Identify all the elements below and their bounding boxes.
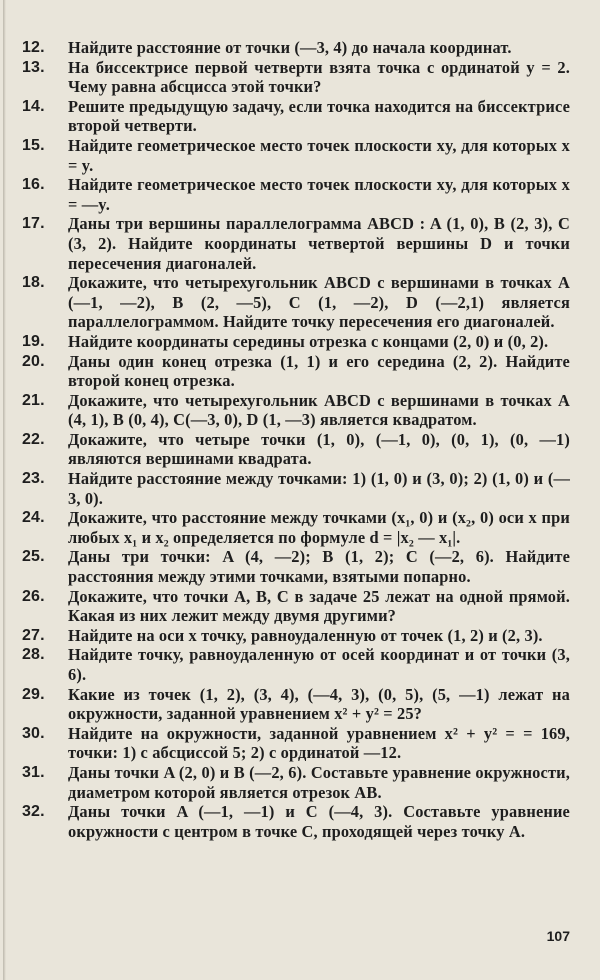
problem-text: Найдите расстояние между точками: 1) (1, 0) и (3, 0); 2) (1, 0) и (—3, 0). <box>68 469 570 508</box>
problem-number: 19. <box>22 332 45 350</box>
page-number: 107 <box>546 928 570 944</box>
problem-number: 21. <box>22 391 45 409</box>
problem-text: Даны точки A (2, 0) и B (—2, 6). Составьте уравнение окружности, диаметром которой является отрезок AB. <box>68 762 570 802</box>
problem-number: 24. <box>22 509 45 527</box>
problem-number: 20. <box>22 352 45 370</box>
problem-item <box>22 802 570 841</box>
problem-text: Докажите, что расстояние между точками (x₁, 0) и (x₂, 0) оси x при любых x₁ и x₂ определяется по формуле d = |x₂ — x₁|. <box>68 508 570 547</box>
problem-text: Даны точки A (—1, —1) и C (—4, 3). Составьте уравнение окружности с центром в точке C, проходящей через точку A. <box>68 802 570 841</box>
problem-item <box>22 273 570 332</box>
problem-text: Найдите координаты середины отрезка с концами (2, 0) и (0, 2). <box>68 331 549 351</box>
problem-text: Найдите на окружности, заданной уравнением x² + y² = = 169, точки: 1) с абсциссой 5; 2) с ординатой —12. <box>68 723 570 763</box>
problem-item <box>22 352 570 391</box>
problem-text: Докажите, что четыре точки (1, 0), (—1, 0), (0, 1), (0, —1) являются вершинами квадрата. <box>68 429 570 469</box>
problem-item <box>22 685 570 724</box>
problem-number: 13. <box>22 58 45 76</box>
problem-number: 22. <box>22 430 45 448</box>
problem-text: Докажите, что четырехугольник ABCD с вершинами в точках A (4, 1), B (0, 4), C(—3, 0), D (1, —3) является квадратом. <box>68 390 570 430</box>
problem-text: Найдите геометрическое место точек плоскости xy, для которых x = y. <box>68 135 570 175</box>
problem-item <box>22 58 570 97</box>
problem-item <box>22 38 570 58</box>
problem-text: Даны три вершины параллелограмма ABCD : A (1, 0), B (2, 3), C (3, 2). Найдите координаты четвертой вершины D и точки пересечения диагоналей. <box>68 214 570 273</box>
problem-text: Найдите расстояние от точки (—3, 4) до начала координат. <box>68 38 512 57</box>
problem-number: 12. <box>22 39 45 56</box>
problem-item <box>22 763 570 802</box>
problem-text: На биссектрисе первой четверти взята точка с ординатой y = 2. Чему равна абсцисса этой точки? <box>68 57 570 97</box>
problem-number: 27. <box>22 626 45 644</box>
problem-text: Докажите, что четырехугольник ABCD с вершинами в точках A (—1, —2), B (2, —5), C (1, —2), D (—2,1) является параллелограммом. Найдите точку пересечения его диагоналей. <box>68 273 570 332</box>
problem-number: 25. <box>22 548 45 566</box>
problem-number: 15. <box>22 136 45 154</box>
problem-number: 29. <box>22 685 45 703</box>
problem-item <box>22 587 570 626</box>
problem-text: Найдите на оси x точку, равноудаленную от точек (1, 2) и (2, 3). <box>68 625 543 645</box>
problem-item <box>22 391 570 430</box>
problem-text: Даны три точки: A (4, —2); B (1, 2); C (—2, 6). Найдите расстояния между этими точками, взятыми попарно. <box>68 547 570 587</box>
problem-text: Даны один конец отрезка (1, 1) и его середина (2, 2). Найдите второй конец отрезка. <box>68 351 570 391</box>
problem-item <box>22 430 570 469</box>
problem-number: 14. <box>22 97 45 115</box>
problem-number: 23. <box>22 470 45 488</box>
problem-item <box>22 724 570 763</box>
problem-number: 28. <box>22 646 45 664</box>
problem-text: Найдите геометрическое место точек плоскости xy, для которых x = —y. <box>68 175 570 214</box>
problem-item <box>22 508 570 547</box>
problem-item <box>22 645 570 684</box>
problem-text: Какие из точек (1, 2), (3, 4), (—4, 3), (0, 5), (5, —1) лежат на окружности, заданной уравнением x² + y² = 25? <box>68 684 570 724</box>
problem-text: Докажите, что точки A, B, C в задаче 25 лежат на одной прямой. Какая из них лежит между двумя другими? <box>68 586 570 626</box>
problem-item <box>22 214 570 273</box>
problem-item <box>22 175 570 214</box>
problem-item <box>22 136 570 175</box>
problem-text: Решите предыдущую задачу, если точка находится на биссектрисе второй четверти. <box>68 96 570 136</box>
problem-number: 31. <box>22 763 45 781</box>
problem-item <box>22 469 570 508</box>
problem-number: 18. <box>22 274 45 292</box>
problem-number: 16. <box>22 176 45 194</box>
problem-item <box>22 332 570 352</box>
problem-number: 32. <box>22 803 45 821</box>
problem-list <box>22 38 570 841</box>
problem-number: 17. <box>22 215 45 233</box>
problem-number: 26. <box>22 587 45 605</box>
problem-item <box>22 97 570 136</box>
problem-text: Найдите точку, равноудаленную от осей координат и от точки (3, 6). <box>68 645 570 684</box>
problem-item <box>22 626 570 646</box>
page-edge <box>3 0 6 980</box>
problem-item <box>22 547 570 586</box>
problem-number: 30. <box>22 724 45 742</box>
